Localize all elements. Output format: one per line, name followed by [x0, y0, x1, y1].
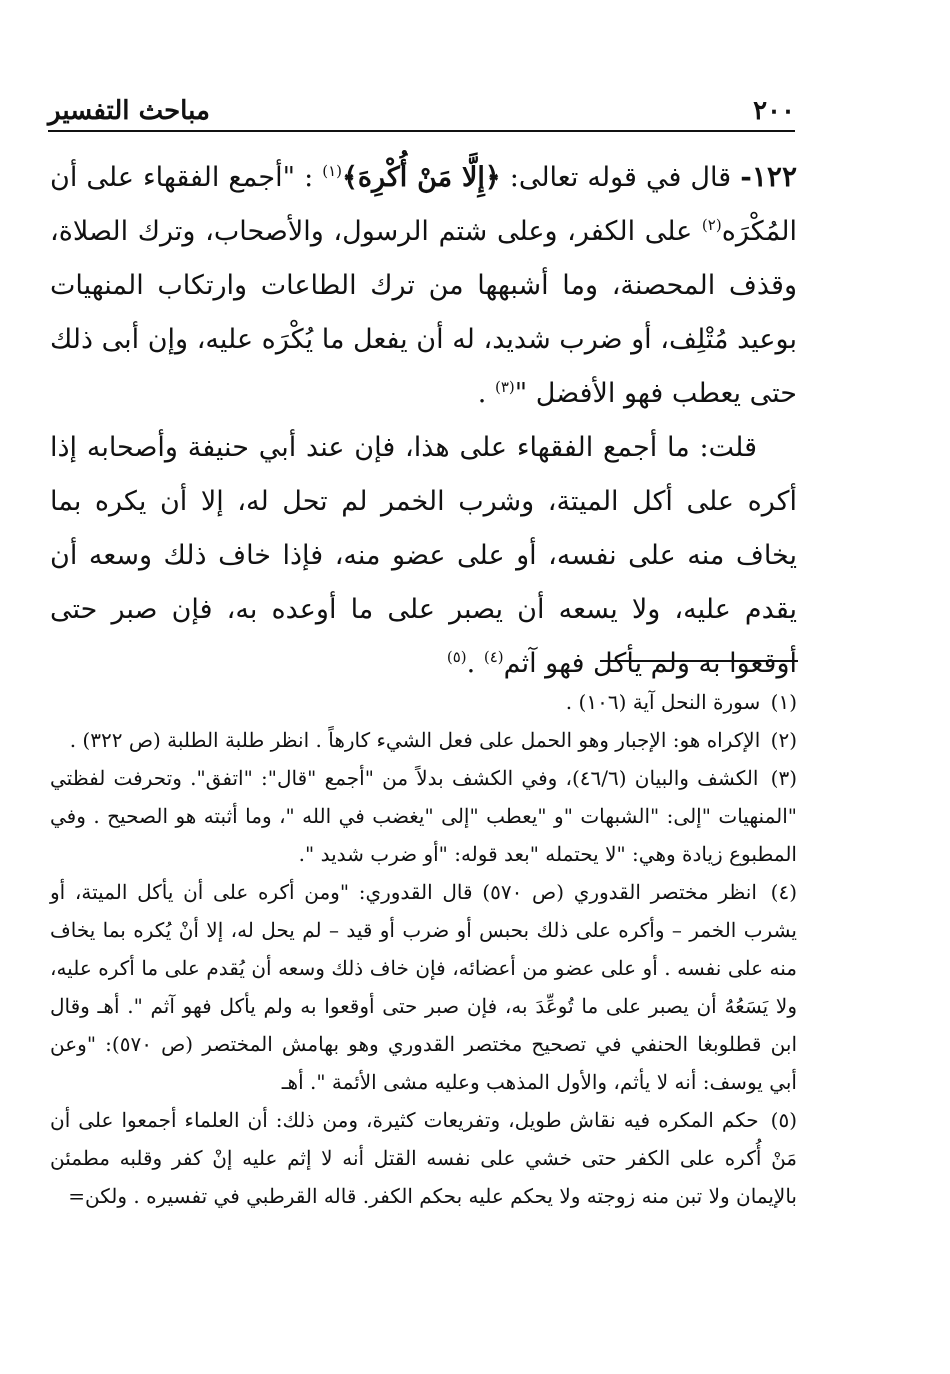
item-number: ١٢٢- [740, 160, 797, 193]
commentary-text: قلت: ما أجمع الفقهاء على هذا، فإن عند أبي حنيفة وأصحابه إذا أكره على أكل الميتة، وشرب الخمر لم تحل له، إلا أن يكره بما يخاف منه على نفسه، أو على عضو منه، فإذا خاف ذلك وسعه أن يقدم عليه، ولا يسعه أن يصبر على ما أوعده به، فإن صبر حتى أوقعوا به ولم يأكل فهو آثم [50, 432, 797, 679]
paragraph-end: . [477, 378, 495, 409]
footnote-text: انظر مختصر القدوري (ص ٥٧٠) قال القدوري: "ومن أكره على أن يأكل الميتة، أو يشرب الخمر – وأكره على ذلك بحبس أو ضرب أو قيد – لم يحل له، إلا أنْ يُكره بما يخاف منه على نفسه . أو على عضو من أعضائه، فإن خاف ذلك وسعه أن يُقدم على ما أكره عليه، ولا يَسَعُهُ أن يصبر على ما تُوعِّدَ به، فإن صبر حتى أوقعوا به ولم يأكل فهو آثم ". أهـ وقال ابن قطلوبغا الحنفي في تصحيح مختصر القدوري وهو بهامش المختصر (ص ٥٧٠): "وعن أبي يوسف: أنه لا يأثم، والأول المذهب وعليه مشى الأئمة ". أهـ [50, 880, 798, 1094]
footnote-1 [50, 683, 797, 721]
footnote-2 [50, 721, 797, 759]
footnote-5 [50, 1101, 797, 1215]
footnote-number: (٢) [770, 728, 797, 752]
footnote-text: الإكراه هو: الإجبار وهو الحمل على فعل الشيء كارهاً . انظر طلبة الطلبة (ص ٣٢٢) . [69, 728, 761, 752]
page-number: ٢٠٠ [753, 96, 795, 126]
footnote-separator [600, 660, 798, 662]
paragraph-commentary [50, 421, 797, 691]
commentary-end: . [466, 648, 484, 679]
quote-text: : "أجمع الفقهاء على أن المُكْرَه [50, 162, 797, 247]
paragraph-122 [50, 150, 797, 421]
running-title: مباحث التفسير [48, 96, 210, 126]
footnote-3 [50, 759, 797, 873]
quranic-verse: ﴿إِلَّا مَنْ أُكْرِهَ﴾ [342, 162, 501, 193]
footnote-4 [50, 873, 797, 1101]
footnote-number: (٣) [770, 766, 798, 790]
main-text [50, 150, 797, 691]
footnote-text: الكشف والبيان (٤٦/٦)، وفي الكشف بدلاً من "أجمع "قال": "اتفق". وتحرفت لفظتي "المنهيات "إلى: "الشبهات "و "يعطب "إلى "يغضب في الله "، وما أثبته هو الصحيح . وفي المطبوع زيادة وهي: "لا يحتمله "بعد قوله: "أو ضرب شديد ". [50, 766, 797, 866]
footnote-ref-5: (٥) [446, 648, 467, 666]
footnote-ref-4: (٤) [483, 648, 504, 666]
running-header [48, 92, 795, 132]
paragraph-lead: قال في قوله تعالى: [500, 162, 741, 193]
footnote-text: حكم المكره فيه نقاش طويل، وتفريعات كثيرة، ومن ذلك: أن العلماء أجمعوا على أن مَنْ أُكره على الكفر حتى خشي على نفسه القتل أنه لا إثم عليه إنْ كفر وقلبه مطمئن بالإيمان ولا تبن منه زوجته ولا يحكم عليه بحكم الكفر. قاله القرطبي في تفسيره . ولكن= [50, 1108, 797, 1208]
footnotes [50, 683, 797, 1215]
footnote-number: (٥) [770, 1108, 798, 1132]
footnote-number: (١) [770, 690, 797, 714]
footnote-ref-2: (٢) [701, 216, 722, 234]
footnote-ref-3: (٣) [494, 378, 515, 396]
footnote-ref-1: (١) [322, 162, 342, 180]
paragraph-body: على الكفر، وعلى شتم الرسول، والأصحاب، وترك الصلاة، وقذف المحصنة، وما أشبهها من ترك الطاعات وارتكاب المنهيات بوعيد مُتْلِف، أو ضرب شديد، له أن يفعل ما يُكْرَه عليه، وإن أبى ذلك حتى يعطب فهو الأفضل " [50, 216, 797, 409]
footnote-number: (٤) [770, 880, 798, 904]
footnote-text: سورة النحل آية (١٠٦) . [565, 690, 761, 714]
